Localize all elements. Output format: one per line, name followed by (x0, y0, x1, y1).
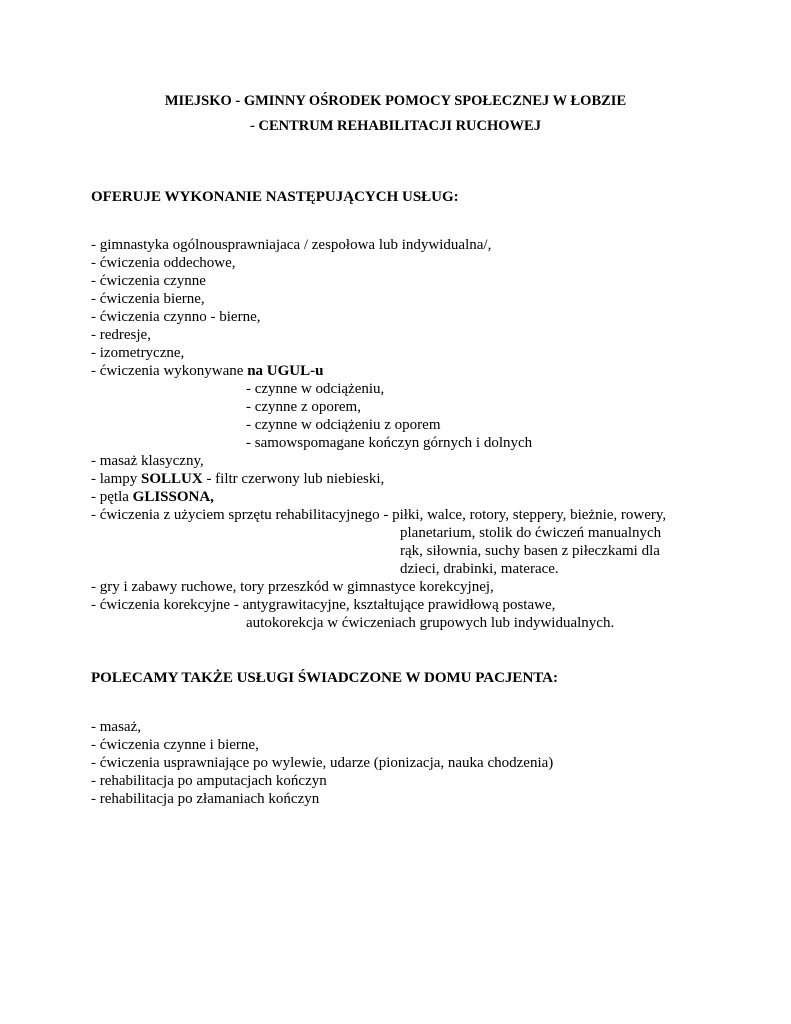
lampy-prefix: - lampy (91, 471, 141, 487)
ugul-sub-item: - czynne z oporem, (246, 399, 361, 415)
list-item-petla (91, 488, 666, 506)
list-item: - ćwiczenia czynne (91, 273, 206, 289)
lampy-bold: SOLLUX (141, 471, 203, 487)
list-item: - ćwiczenia oddechowe, (91, 255, 236, 271)
ugul-prefix: - ćwiczenia wykonywane (91, 363, 248, 379)
list-item-lampy (91, 470, 666, 488)
sprzet-continuation: rąk, siłownia, suchy basen z piłeczkami dla (400, 543, 660, 559)
list-item: - gry i zabawy ruchowe, tory przeszkód w gimnastyce korekcyjnej, (91, 579, 494, 595)
section-1-title: OFERUJE WYKONANIE NASTĘPUJĄCYCH USŁUG: (91, 189, 459, 205)
list-item: - izometryczne, (91, 345, 185, 361)
ugul-sub-item: - samowspomagane kończyn górnych i dolnych (246, 435, 533, 451)
ugul-bold: na UGUL-u (247, 363, 324, 379)
list-item: - ćwiczenia czynno - bierne, (91, 309, 261, 325)
lampy-suffix: - filtr czerwony lub niebieski, (202, 471, 385, 487)
list-item: - ćwiczenia usprawniające po wylewie, udarze (pionizacja, nauka chodzenia) (91, 755, 554, 771)
list-item-ugul (91, 362, 666, 380)
ugul-sub-item: - czynne w odciążeniu, (246, 381, 385, 397)
header-line-1: MIEJSKO - GMINNY OŚRODEK POMOCY SPOŁECZNEJ W ŁOBZIE (164, 93, 627, 109)
section-2-title: POLECAMY TAKŻE USŁUGI ŚWIADCZONE W DOMU PACJENTA: (91, 670, 558, 686)
list-item-sprzet: - ćwiczenia z użyciem sprzętu rehabilitacyjnego - piłki, walce, rotory, steppery, bieżnie, rowery, (91, 507, 667, 523)
list-item: - masaż klasyczny, (91, 453, 204, 469)
list-item: - masaż, (91, 719, 141, 735)
list-item-korekcyjne: - ćwiczenia korekcyjne - antygrawitacyjne, kształtujące prawidłową postawe, (91, 597, 556, 613)
list-item: - redresje, (91, 327, 151, 343)
list-item: - gimnastyka ogólnousprawniajaca / zespołowa lub indywidualna/, (91, 237, 492, 253)
list-item: - ćwiczenia czynne i bierne, (91, 737, 259, 753)
korekcyjne-continuation: autokorekcja w ćwiczeniach grupowych lub indywidualnych. (246, 615, 615, 631)
petla-bold: GLISSONA, (132, 489, 214, 505)
petla-prefix: - pętla (91, 489, 133, 505)
list-item: - rehabilitacja po złamaniach kończyn (91, 791, 320, 807)
sprzet-continuation: dzieci, drabinki, materace. (400, 561, 559, 577)
ugul-sub-item: - czynne w odciążeniu z oporem (246, 417, 441, 433)
header-line-2: - CENTRUM REHABILITACJI RUCHOWEJ (250, 118, 541, 134)
services-list (91, 236, 666, 632)
sprzet-continuation: planetarium, stolik do ćwiczeń manualnych (400, 525, 662, 541)
home-services-list (91, 718, 553, 808)
list-item: - rehabilitacja po amputacjach kończyn (91, 773, 327, 789)
list-item: - ćwiczenia bierne, (91, 291, 205, 307)
